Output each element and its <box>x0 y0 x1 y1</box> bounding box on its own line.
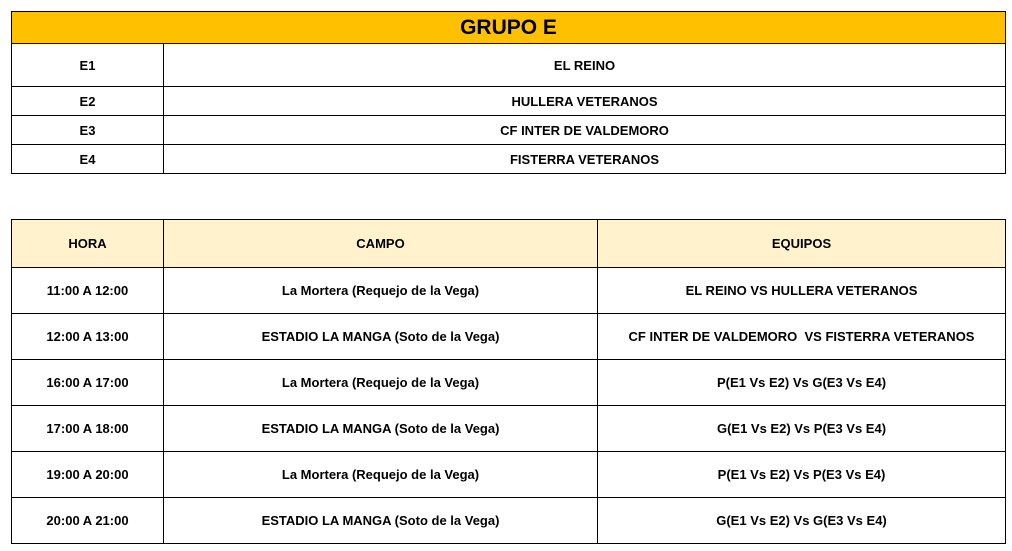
team-row <box>12 145 1006 174</box>
group-title-row <box>12 12 1006 44</box>
team-name: HULLERA VETERANOS <box>164 87 1006 116</box>
team-code: E2 <box>12 87 164 116</box>
schedule-header-row <box>12 220 1006 268</box>
header-equipos: EQUIPOS <box>598 220 1006 268</box>
header-campo: CAMPO <box>164 220 598 268</box>
match-equipos: G(E1 Vs E2) Vs G(E3 Vs E4) <box>598 498 1006 544</box>
team-name: EL REINO <box>164 44 1006 87</box>
match-hora: 16:00 A 17:00 <box>12 360 164 406</box>
match-row <box>12 268 1006 314</box>
team-name: CF INTER DE VALDEMORO <box>164 116 1006 145</box>
group-table <box>11 11 1006 174</box>
team-row <box>12 87 1006 116</box>
match-equipos: P(E1 Vs E2) Vs P(E3 Vs E4) <box>598 452 1006 498</box>
match-campo: La Mortera (Requejo de la Vega) <box>164 268 598 314</box>
match-row <box>12 360 1006 406</box>
match-campo: ESTADIO LA MANGA (Soto de la Vega) <box>164 314 598 360</box>
match-hora: 11:00 A 12:00 <box>12 268 164 314</box>
team-name: FISTERRA VETERANOS <box>164 145 1006 174</box>
team-code: E4 <box>12 145 164 174</box>
match-hora: 20:00 A 21:00 <box>12 498 164 544</box>
team-code: E3 <box>12 116 164 145</box>
match-campo: ESTADIO LA MANGA (Soto de la Vega) <box>164 498 598 544</box>
match-row <box>12 406 1006 452</box>
match-equipos: P(E1 Vs E2) Vs G(E3 Vs E4) <box>598 360 1006 406</box>
team-code: E1 <box>12 44 164 87</box>
header-hora: HORA <box>12 220 164 268</box>
schedule-table <box>11 219 1006 544</box>
match-row <box>12 498 1006 544</box>
team-row <box>12 44 1006 87</box>
match-row <box>12 314 1006 360</box>
match-equipos: CF INTER DE VALDEMORO VS FISTERRA VETERANOS <box>598 314 1006 360</box>
match-hora: 17:00 A 18:00 <box>12 406 164 452</box>
match-row <box>12 452 1006 498</box>
match-equipos: G(E1 Vs E2) Vs P(E3 Vs E4) <box>598 406 1006 452</box>
group-title: GRUPO E <box>12 12 1006 44</box>
match-hora: 12:00 A 13:00 <box>12 314 164 360</box>
match-campo: ESTADIO LA MANGA (Soto de la Vega) <box>164 406 598 452</box>
match-hora: 19:00 A 20:00 <box>12 452 164 498</box>
match-equipos: EL REINO VS HULLERA VETERANOS <box>598 268 1006 314</box>
match-campo: La Mortera (Requejo de la Vega) <box>164 360 598 406</box>
match-campo: La Mortera (Requejo de la Vega) <box>164 452 598 498</box>
team-row <box>12 116 1006 145</box>
